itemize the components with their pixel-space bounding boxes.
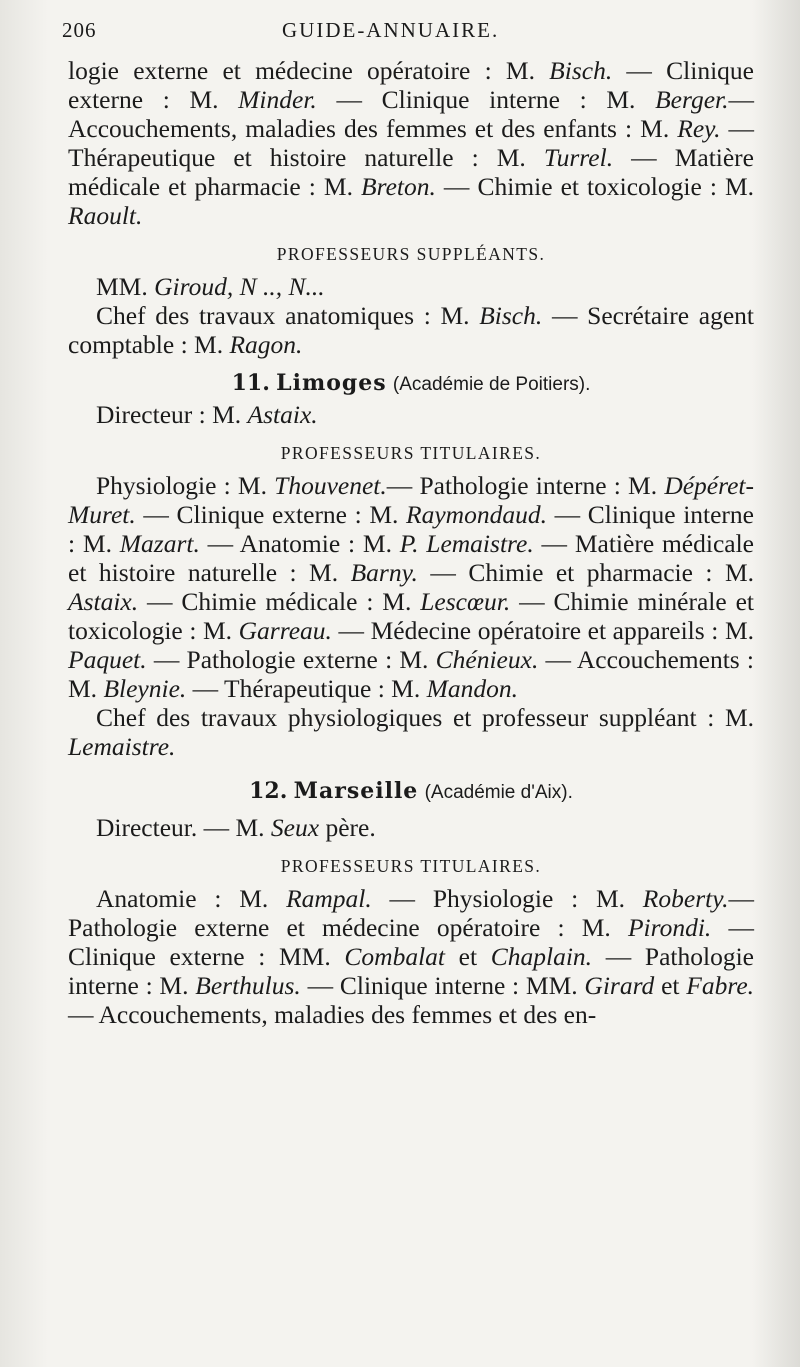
heading-professeurs-titulaires-limoges: PROFESSEURS TITULAIRES.: [280, 443, 542, 463]
person-name: Berthulus.: [195, 971, 301, 1000]
person-name: Minder.: [238, 85, 317, 114]
person-name: Chaplain.: [490, 942, 593, 971]
person-name: Garreau.: [238, 616, 332, 645]
heading-professeurs-suppleants: PROFESSEURS SUPPLÉANTS.: [276, 244, 546, 264]
person-name: Pirondi.: [627, 913, 712, 942]
section-heading-limoges: [68, 369, 754, 397]
person-name: P. Lemaistre.: [399, 529, 534, 558]
section-city: Marseille: [293, 778, 419, 804]
person-name: Giroud, N .., N...: [154, 272, 325, 301]
person-name: Turrel.: [543, 143, 614, 172]
person-name: Lescœur.: [420, 587, 511, 616]
section-academie: (Académie de Poitiers).: [392, 374, 591, 395]
person-name: Astaix.: [247, 400, 318, 429]
section-number: 11.: [231, 370, 270, 396]
paragraph-suppleants: MM. Giroud, N .., N...: [96, 272, 325, 301]
person-name: Ragon.: [229, 330, 303, 359]
person-name: Barny.: [350, 558, 418, 587]
person-name: Bisch.: [549, 56, 613, 85]
person-name: Paquet.: [68, 645, 147, 674]
person-name: Dépéret-Muret.: [68, 471, 754, 529]
person-name: Raymondaud.: [406, 500, 547, 529]
person-name: Raoult.: [68, 201, 143, 230]
person-name: Rampal.: [286, 884, 372, 913]
person-name: Mandon.: [426, 674, 518, 703]
paragraph-faculty-list-continued: logie externe et médecine opératoire : M. Bisch. — Clinique externe : M. Minder. — Clinique interne : M. Berger.— Accouchements, maladies des femmes et des enfants : M. Rey. — Thérapeutique et histoire naturelle : M. Turrel. — Matière médicale et pharmacie : M. Breton. — Chimie et toxicologie : M. Raoult.: [68, 56, 755, 230]
person-name: Roberty.: [642, 884, 729, 913]
person-name: Chénieux.: [435, 645, 539, 674]
person-name: Rey.: [677, 114, 721, 143]
page-number: 206: [62, 18, 97, 42]
paragraph-titulaires-limoges: Physiologie : M. Thouvenet.— Pathologie interne : M. Dépéret-Muret. — Clinique externe : M. Raymondaud. — Clinique interne : M. Mazart. — Anatomie : M. P. Lemaistre. — Matière médicale et histoire naturelle : M. Barny. — Chimie et pharmacie : M. Astaix. — Chimie médicale : M. Lescœur. — Chimie minérale et toxicologie : M. Garreau. — Médecine opératoire et appareils : M. Paquet. — Pathologie externe : M. Chénieux. — Accouchements : M. Bleynie. — Thérapeutique : M. Mandon.: [68, 471, 755, 703]
person-name: Fabre.: [686, 971, 755, 1000]
person-name: Seux: [270, 813, 320, 842]
person-name: Berger.: [655, 85, 729, 114]
director-limoges: Directeur : M. Astaix.: [96, 400, 318, 429]
person-name: Breton.: [361, 172, 436, 201]
person-name: Lemaistre.: [68, 732, 176, 761]
director-marseille: Directeur. — M. Seux père.: [96, 813, 376, 842]
person-name: Girard: [584, 971, 655, 1000]
running-title: GUIDE-ANNUAIRE.: [282, 18, 500, 42]
running-head: [62, 14, 754, 56]
paragraph-chef-travaux-physiologiques: Chef des travaux physiologiques et professeur suppléant : M. Lemaistre.: [68, 703, 754, 761]
heading-professeurs-titulaires-marseille: PROFESSEURS TITULAIRES.: [280, 856, 542, 876]
person-name: Bisch.: [479, 301, 543, 330]
paragraph-chef-travaux-anatomiques: Chef des travaux anatomiques : M. Bisch. — Secrétaire agent comptable : M. Ragon.: [68, 301, 754, 359]
person-name: Bleynie.: [103, 674, 187, 703]
paragraph-titulaires-marseille: Anatomie : M. Rampal. — Physiologie : M. Roberty.— Pathologie externe et médecine opératoire : M. Pirondi. — Clinique externe : MM. Combalat et Chaplain. — Pathologie interne : M. Berthulus. — Clinique interne : MM. Girard et Fabre. — Accouchements, maladies des femmes et des en-: [68, 884, 755, 1029]
section-city: Limoges: [276, 370, 387, 396]
person-name: Astaix.: [68, 587, 139, 616]
person-name: Combalat: [344, 942, 445, 971]
person-name: Mazart.: [119, 529, 200, 558]
section-heading-marseille: [68, 777, 754, 805]
section-academie: (Académie d'Aix).: [424, 782, 573, 803]
section-number: 12.: [249, 778, 288, 804]
person-name: Thouvenet.: [274, 471, 387, 500]
